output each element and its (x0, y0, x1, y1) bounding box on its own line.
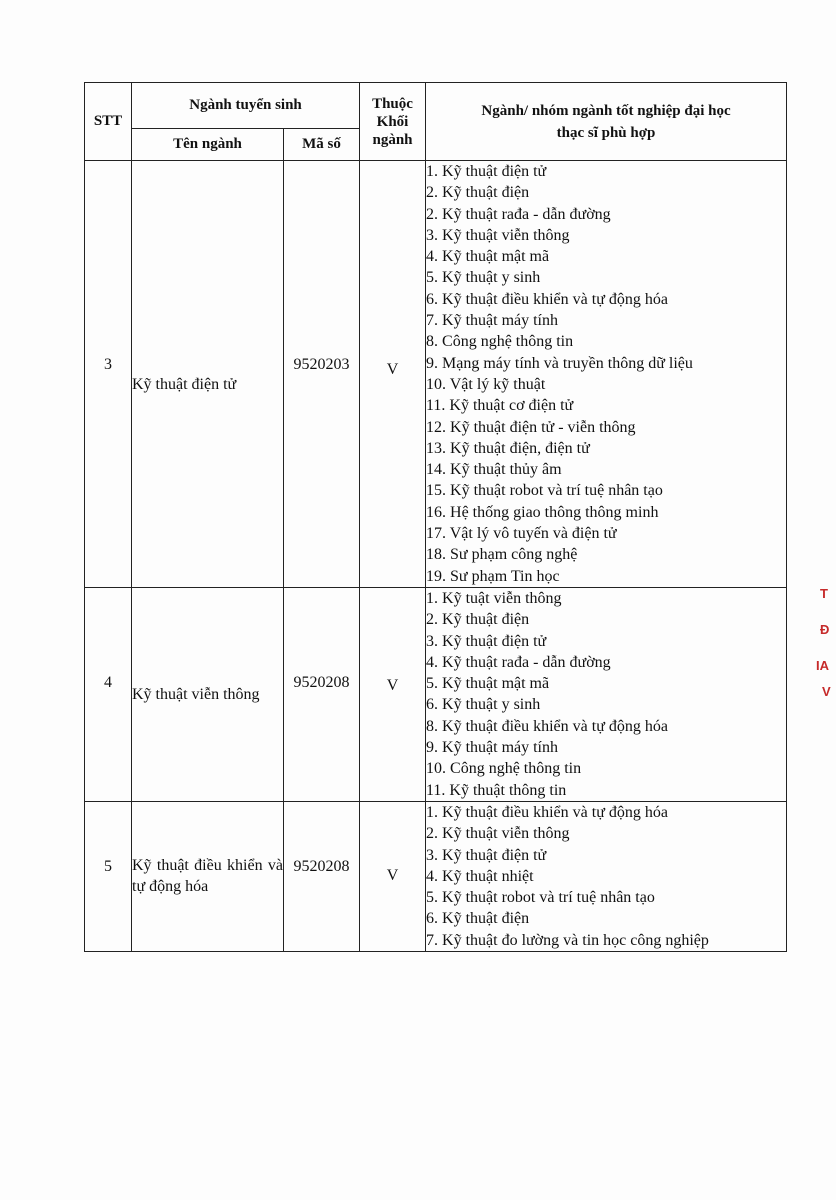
row-stt: 4 (85, 587, 132, 801)
list-item: 7. Kỹ thuật đo lường và tin học công nghiệp (426, 931, 709, 949)
red-stamp-fragment (814, 548, 836, 718)
row-nganh-phu-hop (426, 587, 787, 801)
list-item: 3. Kỹ thuật điện tử (426, 632, 547, 650)
list-item: 12. Kỹ thuật điện tử - viễn thông (426, 418, 636, 436)
header-stt: STT (85, 83, 132, 161)
row-ten-nganh: Kỹ thuật viễn thông (132, 587, 284, 801)
row-ma-so: 9520208 (284, 587, 360, 801)
row-stt: 5 (85, 801, 132, 951)
row-nganh-phu-hop (426, 801, 787, 951)
stamp-letter: T (820, 586, 828, 601)
list-item: 1. Kỹ thuật điện tử (426, 163, 547, 180)
row-stt: 3 (85, 161, 132, 588)
table-row (85, 801, 787, 951)
list-item: 11. Kỹ thuật cơ điện tử (426, 397, 574, 415)
list-item: 5. Kỹ thuật mật mã (426, 675, 550, 693)
table-row (85, 587, 787, 801)
stamp-letter: Đ (820, 622, 830, 637)
list-item: 4. Kỹ thuật rađa - dẫn đường (426, 653, 611, 671)
list-item: 9. Kỹ thuật máy tính (426, 739, 558, 757)
header-thuoc-khoi-nganh: Thuộc Khối ngành (360, 83, 426, 161)
list-item: 2. Kỹ thuật điện (426, 611, 530, 629)
list-item: 1. Kỹ thuật điều khiển và tự động hóa (426, 803, 668, 821)
row-ma-so: 9520208 (284, 801, 360, 951)
list-item: 14. Kỹ thuật thủy âm (426, 461, 562, 479)
list-item: 2. Kỹ thuật viễn thông (426, 825, 570, 843)
header-nganh-tot-nghiep: Ngành/ nhóm ngành tốt nghiệp đại học thạc sĩ phù hợp (426, 83, 787, 161)
row-ten-nganh: Kỹ thuật điều khiển và tự động hóa (132, 801, 284, 951)
list-item: 13. Kỹ thuật điện, điện tử (426, 439, 590, 457)
list-item: 3. Kỹ thuật điện tử (426, 846, 547, 864)
list-item: 10. Công nghệ thông tin (426, 760, 582, 778)
stamp-letter: V (822, 684, 831, 699)
list-item: 4. Kỹ thuật mật mã (426, 248, 550, 266)
header-nganh-tuyen-sinh: Ngành tuyển sinh (132, 83, 360, 129)
programs-table (84, 82, 787, 952)
stamp-letter: IA (816, 658, 829, 673)
list-item: 4. Kỹ thuật nhiệt (426, 867, 534, 885)
list-item: 10. Vật lý kỹ thuật (426, 375, 546, 393)
table-row (85, 161, 787, 588)
header-ma-so: Mã số (284, 129, 360, 161)
row-khoi: V (360, 801, 426, 951)
row-ten-nganh: Kỹ thuật điện tử (132, 161, 284, 588)
list-item: 19. Sư phạm Tin học (426, 567, 560, 585)
row-khoi: V (360, 161, 426, 588)
list-item: 16. Hệ thống giao thông thông minh (426, 503, 659, 521)
list-item: 11. Kỹ thuật thông tin (426, 781, 567, 799)
list-item: 2. Kỹ thuật điện (426, 184, 530, 202)
list-item: 6. Kỹ thuật điều khiển và tự động hóa (426, 290, 668, 308)
list-item: 2. Kỹ thuật rađa - dẫn đường (426, 205, 611, 223)
row-nganh-phu-hop (426, 161, 787, 588)
header-ten-nganh: Tên ngành (132, 129, 284, 161)
row-ma-so: 9520203 (284, 161, 360, 588)
list-item: 5. Kỹ thuật y sinh (426, 269, 541, 287)
list-item: 5. Kỹ thuật robot và trí tuệ nhân tạo (426, 889, 655, 907)
list-item: 8. Kỹ thuật điều khiển và tự động hóa (426, 717, 668, 735)
list-item: 6. Kỹ thuật y sinh (426, 696, 541, 714)
list-item: 17. Vật lý vô tuyến và điện tử (426, 525, 617, 543)
list-item: 8. Công nghệ thông tin (426, 333, 574, 351)
row-khoi: V (360, 587, 426, 801)
list-item: 9. Mạng máy tính và truyền thông dữ liệu (426, 354, 693, 372)
list-item: 7. Kỹ thuật máy tính (426, 312, 558, 330)
list-item: 15. Kỹ thuật robot và trí tuệ nhân tạo (426, 482, 663, 500)
list-item: 1. Kỹ tuật viễn thông (426, 589, 562, 607)
list-item: 18. Sư phạm công nghệ (426, 546, 578, 564)
list-item: 3. Kỹ thuật viễn thông (426, 226, 570, 244)
list-item: 6. Kỹ thuật điện (426, 910, 530, 928)
